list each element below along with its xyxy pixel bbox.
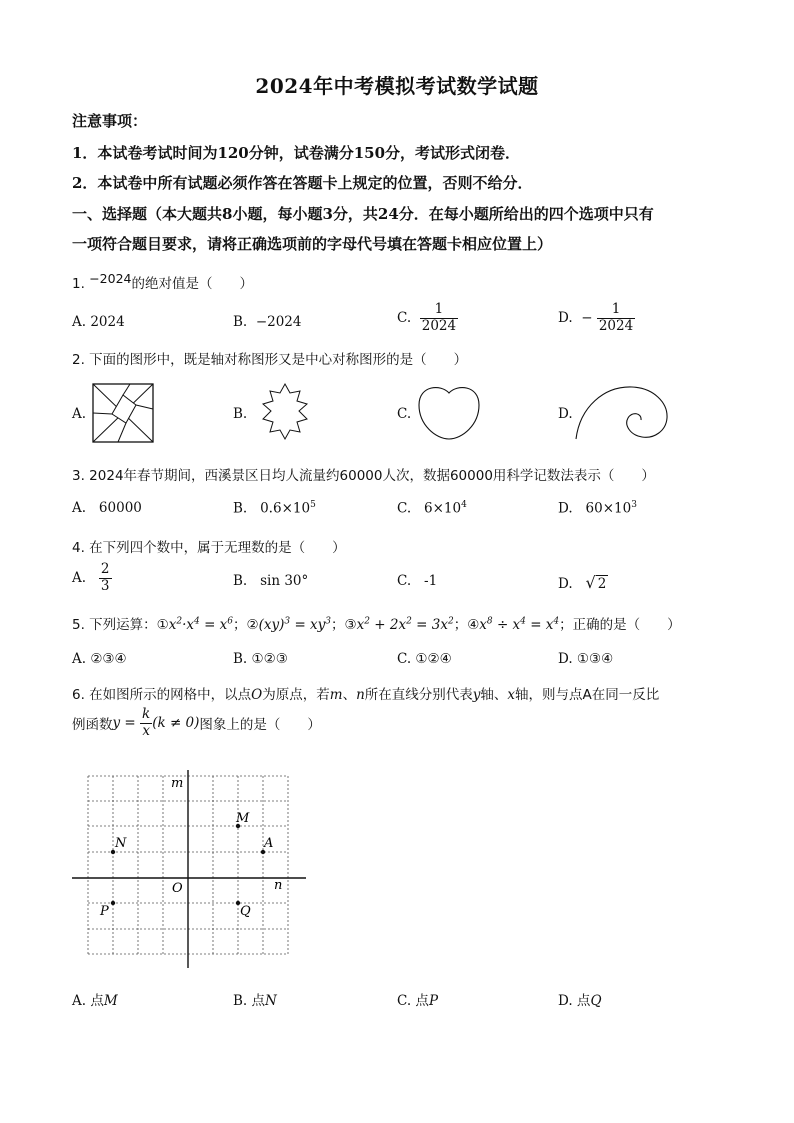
separator: ； xyxy=(331,617,345,633)
q6-option-d xyxy=(558,989,602,1009)
radicand: 2 xyxy=(597,576,607,592)
denominator: x xyxy=(142,722,150,739)
label-N: N xyxy=(115,836,127,851)
option-label: C. 点 xyxy=(397,993,429,1009)
coordinate-grid-figure xyxy=(68,770,313,972)
text: 所在直线分别代表 xyxy=(364,687,473,703)
option-label: D. xyxy=(558,310,573,327)
text: 图象上的是（ ） xyxy=(199,717,321,734)
text: 轴，则与点A在同一反比 xyxy=(515,687,660,703)
question-2-stem: 2. 下面的图形中，既是轴对称图形又是中心对称图形的是（ ） xyxy=(72,352,468,368)
question-6-stem-line2 xyxy=(72,707,321,739)
label-M: M xyxy=(236,811,250,826)
note-item: 2．本试卷中所有试题必须作答在答题卡上规定的位置，否则不给分． xyxy=(72,174,533,192)
question-4-stem: 4. 在下列四个数中，属于无理数的是（ ） xyxy=(72,540,346,556)
minus-sign: − xyxy=(581,310,593,327)
option-label: C. xyxy=(397,573,412,589)
sqrt-radical: √ xyxy=(585,573,596,592)
numerator: 1 xyxy=(434,301,444,317)
heart-curve-figure xyxy=(416,383,482,441)
denominator: 2024 xyxy=(421,317,457,334)
q6-option-b xyxy=(233,989,277,1009)
section-heading-cont: 一项符合题目要求，请将正确选项前的字母代号填在答题卡相应位置上） xyxy=(72,235,553,253)
q5-expr-4: $x^8 \div x^4 = x^4$ xyxy=(479,616,560,633)
q3-option-a xyxy=(72,500,142,516)
question-6-stem-line1 xyxy=(72,683,659,703)
option-label: D. xyxy=(558,576,573,592)
numerator: k xyxy=(142,706,151,722)
denominator: 3 xyxy=(100,577,110,594)
option-label: B. xyxy=(233,314,248,330)
text: 轴、 xyxy=(480,687,508,703)
q2-option-d-label: D. xyxy=(558,406,573,422)
q5-option-b: B. ①②③ xyxy=(233,651,288,667)
q6-option-c xyxy=(397,989,438,1009)
var-y: y xyxy=(472,687,481,703)
option-label: A. xyxy=(72,570,87,587)
q5-option-a: A. ②③④ xyxy=(72,651,127,667)
q1-stem-text: 的绝对值是（ ） xyxy=(131,276,253,292)
label-O: O xyxy=(172,881,183,896)
option-point: Q xyxy=(590,993,602,1009)
fraction xyxy=(597,302,635,334)
option-label: A. 点 xyxy=(72,993,104,1009)
label-P: P xyxy=(100,904,109,919)
q2-option-a-label: A. xyxy=(72,406,87,422)
circled-1: ① xyxy=(156,617,169,633)
label-A: A xyxy=(264,836,274,851)
q1-option-a: A. 2024 xyxy=(72,314,125,330)
q2-option-b-label: B. xyxy=(233,406,248,422)
option-label: D. 点 xyxy=(558,993,591,1009)
numerator: 1 xyxy=(611,301,621,317)
text: 为原点，若 xyxy=(262,687,330,703)
denominator: 2024 xyxy=(598,317,634,334)
q5-expr-1: $x^2\cdot x^4 = x^6$ xyxy=(168,616,234,633)
question-3-stem: 3. 2024年春节期间，西溪景区日均人流量约60000人次，数据60000用科学记数法表示（ ） xyxy=(72,468,655,484)
var-n: n xyxy=(356,687,365,703)
circled-2: ② xyxy=(246,617,259,633)
fraction xyxy=(420,302,458,334)
q1-option-c xyxy=(397,302,458,334)
q1-option-b xyxy=(233,314,301,330)
q3-option-d xyxy=(558,500,637,517)
q1-option-d xyxy=(558,302,635,334)
q5-option-d: D. ①③④ xyxy=(558,651,614,667)
q2-option-c-label: C. xyxy=(397,406,412,422)
option-label: B. 点 xyxy=(233,993,266,1009)
exponent: 4 xyxy=(461,500,467,510)
option-label: B. xyxy=(233,573,248,589)
note-item: 1．本试卷考试时间为120分钟，试卷满分150分，考试形式闭卷． xyxy=(72,144,521,162)
point-P xyxy=(111,901,115,905)
q1-expression: −2024 xyxy=(89,271,132,286)
option-point: P xyxy=(428,993,439,1009)
option-label: B. xyxy=(233,500,248,517)
question-number: 1. xyxy=(72,276,85,292)
section-heading: 一、选择题（本大题共8小题，每小题3分，共24分．在每小题所给出的四个选项中只有 xyxy=(72,205,654,223)
option-value: sin 30° xyxy=(260,573,309,589)
option-value: −2024 xyxy=(255,314,302,330)
separator: ； xyxy=(233,617,247,633)
option-value: 60000 xyxy=(98,500,142,516)
pinwheel-square-figure xyxy=(92,383,154,443)
label-n: n xyxy=(274,878,283,893)
q5-expr-3: $x^2 + 2x^2 = 3x^2$ xyxy=(356,616,454,633)
fraction xyxy=(140,707,152,739)
option-label: C. xyxy=(397,310,412,327)
option-value: 0.6×10 xyxy=(260,500,311,517)
q6-option-a xyxy=(72,989,118,1009)
q3-option-b xyxy=(233,500,316,517)
text: 例函数 xyxy=(72,717,113,734)
option-value: -1 xyxy=(424,573,438,589)
option-label: D. xyxy=(558,500,573,517)
separator: ； xyxy=(453,617,468,633)
question-5-stem xyxy=(72,613,681,633)
option-point: M xyxy=(103,993,118,1009)
page-title: 2024年中考模拟考试数学试题 xyxy=(255,74,539,98)
spiral-figure xyxy=(574,383,670,441)
circled-3: ③ xyxy=(344,617,357,633)
label-Q: Q xyxy=(240,904,251,919)
q4-option-b xyxy=(233,573,308,589)
q5-suffix: ；正确的是（ ） xyxy=(559,617,681,633)
q5-prefix: 5. 下列运算： xyxy=(72,617,157,633)
q5-expr-2: $(xy)^3 = xy^3$ xyxy=(258,616,332,633)
circled-4: ④ xyxy=(467,617,480,633)
var-O: O xyxy=(251,687,263,703)
q4-option-a xyxy=(72,562,112,594)
option-label: A. xyxy=(72,500,87,516)
label-m: m xyxy=(171,776,184,791)
condition: (k ≠ 0) xyxy=(152,715,200,732)
option-value: 6×10 xyxy=(424,500,462,517)
question-1-stem xyxy=(72,272,253,292)
option-point: N xyxy=(265,993,277,1009)
text: 6. 在如图所示的网格中，以点 xyxy=(72,687,252,703)
option-value: 60×10 xyxy=(585,500,632,517)
equation: y = xyxy=(112,715,136,732)
notes-heading: 注意事项： xyxy=(72,112,148,130)
var-x: x xyxy=(507,687,516,703)
q5-option-c: C. ①②④ xyxy=(397,651,452,667)
option-label: C. xyxy=(397,500,412,517)
exponent: 5 xyxy=(310,500,316,510)
exponent: 3 xyxy=(631,500,637,510)
fraction xyxy=(99,562,112,594)
numerator: 2 xyxy=(100,561,110,577)
var-m: m xyxy=(329,687,343,703)
q4-option-d xyxy=(558,573,608,592)
koch-snowflake-figure xyxy=(252,380,318,446)
q3-option-c xyxy=(397,500,467,517)
text: 、 xyxy=(342,687,357,703)
q4-option-c xyxy=(397,573,437,589)
